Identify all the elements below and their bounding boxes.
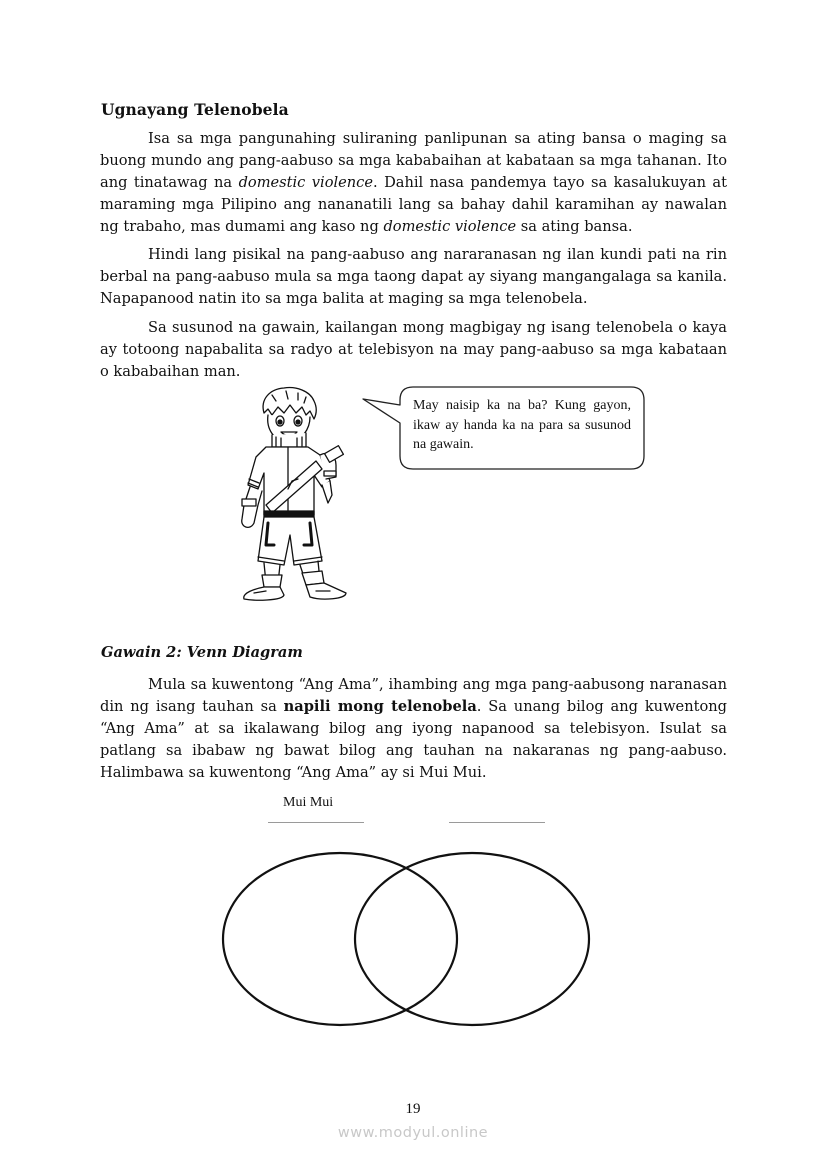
paragraph-next-activity	[100, 317, 727, 383]
venn-left-blank[interactable]	[268, 822, 364, 823]
venn-right-circle[interactable]	[355, 853, 589, 1025]
text-run: sa ating bansa.	[516, 218, 633, 235]
text-run: Sa susunod na gawain, kailangan mong magbigay ng isang telenobela o kaya ay totoong napabalita sa radyo at telebisyon na may pang-aabuso sa mga kabataan o kababaihan man.	[100, 319, 727, 380]
paragraph-abuse-types	[100, 244, 727, 310]
emphasis-term: domestic violence	[238, 174, 373, 191]
venn-left-label: Mui Mui	[283, 795, 334, 810]
watermark: www.modyul.online	[337, 1125, 489, 1141]
emphasis-term: domestic violence	[383, 218, 517, 235]
paragraph-intro	[100, 128, 727, 238]
activity-title: Gawain 2: Venn Diagram	[101, 644, 303, 661]
venn-right-blank[interactable]	[449, 822, 545, 823]
text-run: Hindi lang pisikal na pang-aabuso ang nararanasan ng ilan kundi pati na rin berbal na pang-aabuso mula sa mga taong dapat ay siyang mangangalaga sa kanila. Napapanood natin ito sa mga balita at maging sa mga telenobela.	[100, 246, 727, 307]
section-heading: Ugnayang Telenobela	[101, 100, 289, 119]
boy-illustration	[236, 385, 366, 605]
page-number: 19	[405, 1101, 421, 1117]
text-run: . Dahil nasa pandemya tayo sa kasalukuyan at maraming mga Pilipino ang nananatili lang sa bahay dahil karamihan ay nawalan ng trabaho, mas dumami ang kaso ng	[100, 174, 727, 235]
venn-left-circle[interactable]	[223, 853, 457, 1025]
text-run: Mula sa kuwentong “Ang Ama”, ihambing ang mga pang-aabusong naranasan din ng isang tauhan sa	[100, 676, 727, 715]
speech-bubble-text: May naisip ka na ba? Kung gayon, ikaw ay handa ka na para sa susunod na gawain.	[413, 398, 631, 452]
bold-term: napili mong telenobela	[283, 698, 477, 715]
text-run: Isa sa mga pangunahing suliraning panlipunan sa ating bansa o maging sa buong mundo ang pang-aabuso sa mga kababaihan at kabataan sa mga tahanan. Ito ang tinatawag na	[100, 130, 727, 191]
activity-instructions	[100, 674, 727, 784]
text-run: . Sa unang bilog ang kuwentong “Ang Ama” at sa ikalawang bilog ang iyong napanood sa telebisyon. Isulat sa patlang sa ibabaw ng bawat bilog ang tauhan na nakaranas ng pang-aabuso. Halimbawa sa kuwentong “Ang Ama” ay si Mui Mui.	[100, 698, 727, 781]
venn-diagram	[215, 845, 600, 1035]
